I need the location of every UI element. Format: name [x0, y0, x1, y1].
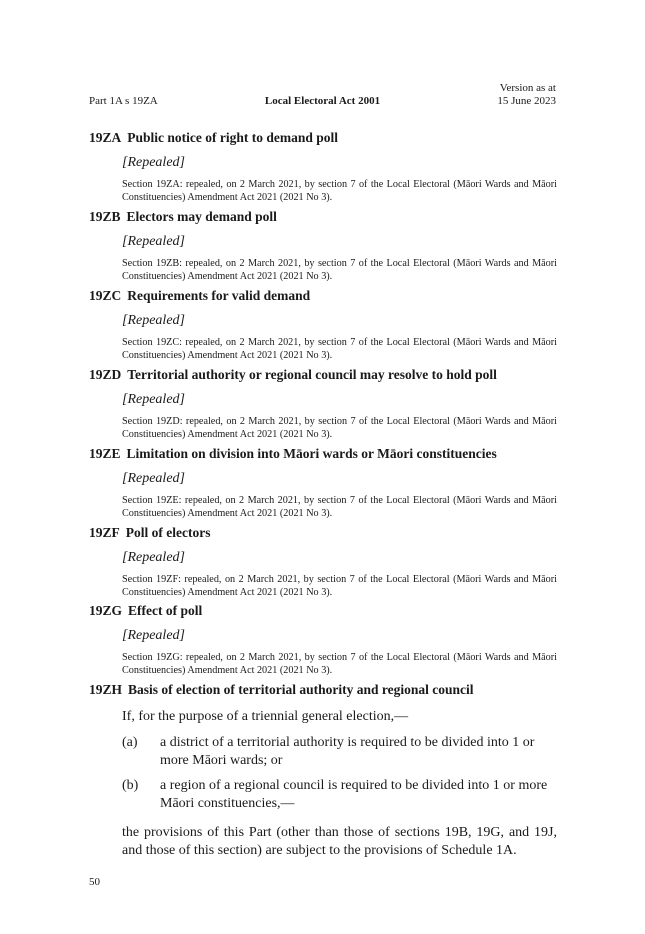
section-19zc	[89, 288, 557, 362]
section-heading	[89, 446, 557, 462]
section-19zf	[89, 525, 557, 599]
section-19zh	[89, 682, 557, 860]
header-act-title: Local Electoral Act 2001	[264, 95, 381, 107]
header-part-reference: Part 1A s 19ZA	[89, 95, 158, 107]
section-number: 19ZB	[89, 209, 121, 224]
section-number: 19ZF	[89, 525, 120, 540]
history-note: Section 19ZF: repealed, on 2 March 2021, by section 7 of the Local Electoral (Māori Wards and Māori Constituencies) Amendment Act 2021 (2021 No 3).	[122, 574, 557, 598]
section-title: Public notice of right to demand poll	[127, 130, 339, 145]
section-heading	[89, 525, 557, 541]
section-number: 19ZD	[89, 367, 122, 382]
header-version-label: Version as at	[499, 82, 556, 94]
section-title: Basis of election of territorial authority and regional council	[128, 682, 474, 697]
section-heading	[89, 682, 557, 698]
page-number: 50	[89, 876, 100, 888]
section-number: 19ZH	[89, 682, 123, 697]
section-heading	[89, 288, 557, 304]
section-19zb	[89, 209, 557, 283]
section-title: Poll of electors	[125, 525, 211, 540]
list-item	[122, 734, 557, 769]
repealed-marker: [Repealed]	[122, 313, 185, 328]
section-19zg	[89, 603, 557, 677]
item-label: (b)	[122, 778, 139, 793]
section-number: 19ZA	[89, 130, 122, 145]
history-note: Section 19ZD: repealed, on 2 March 2021, by section 7 of the Local Electoral (Māori Wards and Māori Constituencies) Amendment Act 2021 (2021 No 3).	[122, 416, 557, 440]
section-closing: the provisions of this Part (other than those of sections 19B, 19G, and 19J, and those of this section) are subject to the provisions of Schedule 1A.	[122, 825, 557, 858]
section-title: Electors may demand poll	[126, 209, 277, 224]
section-title: Limitation on division into Māori wards or Māori constituencies	[126, 446, 497, 461]
history-note: Section 19ZC: repealed, on 2 March 2021, by section 7 of the Local Electoral (Māori Wards and Māori Constituencies) Amendment Act 2021 (2021 No 3).	[122, 337, 557, 361]
section-title: Requirements for valid demand	[127, 288, 311, 303]
repealed-marker: [Repealed]	[122, 628, 185, 643]
section-number: 19ZC	[89, 288, 122, 303]
section-19za	[89, 130, 557, 204]
item-label: (a)	[122, 735, 138, 750]
section-intro: If, for the purpose of a triennial general election,—	[122, 709, 409, 724]
history-note: Section 19ZG: repealed, on 2 March 2021, by section 7 of the Local Electoral (Māori Wards and Māori Constituencies) Amendment Act 2021 (2021 No 3).	[122, 652, 557, 676]
section-number: 19ZG	[89, 603, 123, 618]
section-19ze	[89, 446, 557, 520]
section-19zd	[89, 367, 557, 441]
section-heading	[89, 209, 557, 225]
item-text: a district of a territorial authority is required to be divided into 1 or more Māori wards; or	[160, 735, 535, 768]
history-note: Section 19ZE: repealed, on 2 March 2021, by section 7 of the Local Electoral (Māori Wards and Māori Constituencies) Amendment Act 2021 (2021 No 3).	[122, 495, 557, 519]
section-title: Effect of poll	[128, 603, 203, 618]
history-note: Section 19ZA: repealed, on 2 March 2021, by section 7 of the Local Electoral (Māori Wards and Māori Constituencies) Amendment Act 2021 (2021 No 3).	[122, 179, 557, 203]
repealed-marker: [Repealed]	[122, 550, 185, 565]
repealed-marker: [Repealed]	[122, 155, 185, 170]
header-version	[497, 82, 556, 108]
history-note: Section 19ZB: repealed, on 2 March 2021, by section 7 of the Local Electoral (Māori Wards and Māori Constituencies) Amendment Act 2021 (2021 No 3).	[122, 258, 557, 282]
section-title: Territorial authority or regional council may resolve to hold poll	[127, 367, 497, 382]
repealed-marker: [Repealed]	[122, 234, 185, 249]
list-item	[122, 777, 557, 812]
section-heading	[89, 367, 557, 383]
repealed-marker: [Repealed]	[122, 471, 185, 486]
section-heading	[89, 603, 557, 619]
header-version-date: 15 June 2023	[497, 95, 556, 107]
item-text: a region of a regional council is required to be divided into 1 or more Māori constituencies,—	[160, 778, 548, 811]
repealed-marker: [Repealed]	[122, 392, 185, 407]
section-heading	[89, 130, 557, 146]
section-number: 19ZE	[89, 446, 121, 461]
